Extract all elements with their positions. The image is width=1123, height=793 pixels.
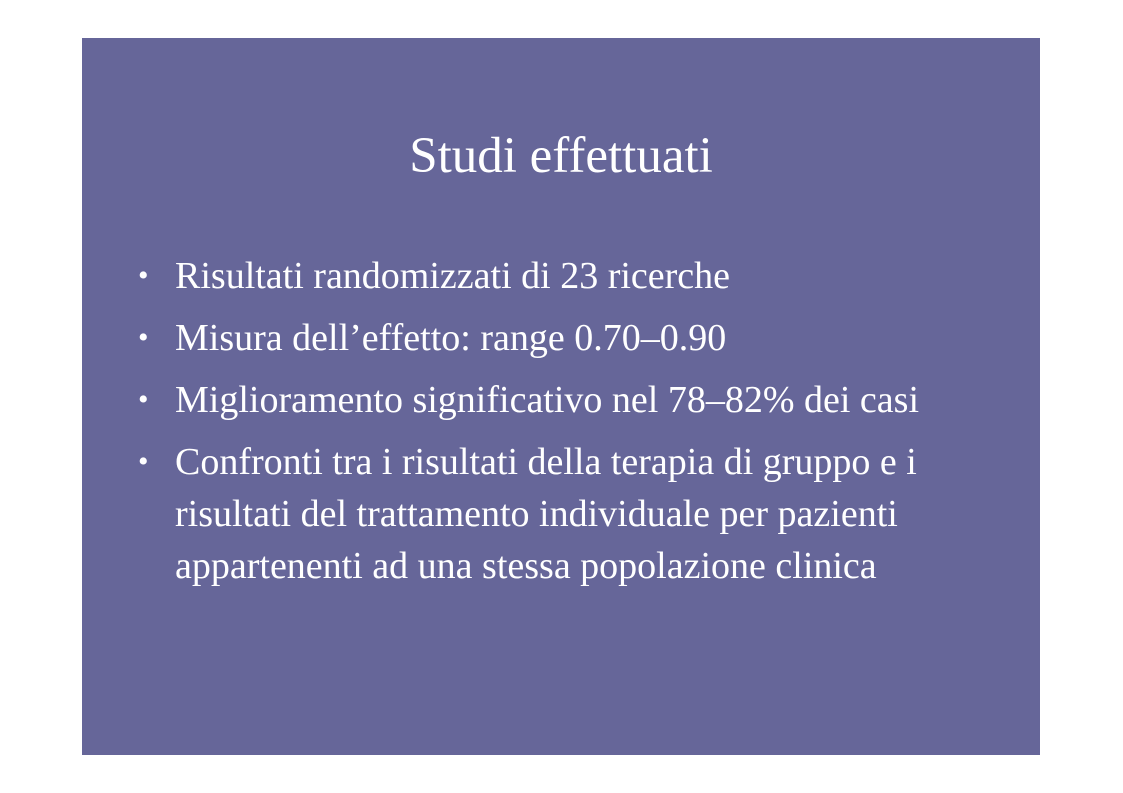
bullet-item [138,374,1018,426]
bullet-item [138,312,1018,364]
slide [82,38,1040,755]
bullet-icon: • [138,321,149,354]
bullet-icon: • [138,383,149,416]
bullet-text: Misura dell’effetto: range 0.70–0.90 [175,317,727,359]
slide-title: Studi effettuati [409,128,713,184]
bullet-icon: • [138,445,149,478]
bullet-text: Risultati randomizzati di 23 ricerche [175,255,731,297]
bullet-icon: • [138,259,149,292]
bullet-item [138,250,1018,302]
bullet-text: Confronti tra i risultati della terapia di gruppo e i risultati del trattamento individuale per pazienti appartenenti ad una stessa popolazione clinica [175,441,917,587]
bullet-text: Miglioramento significativo nel 78–82% dei casi [175,379,920,421]
bullet-list [138,250,1018,602]
bullet-item [138,436,1018,592]
